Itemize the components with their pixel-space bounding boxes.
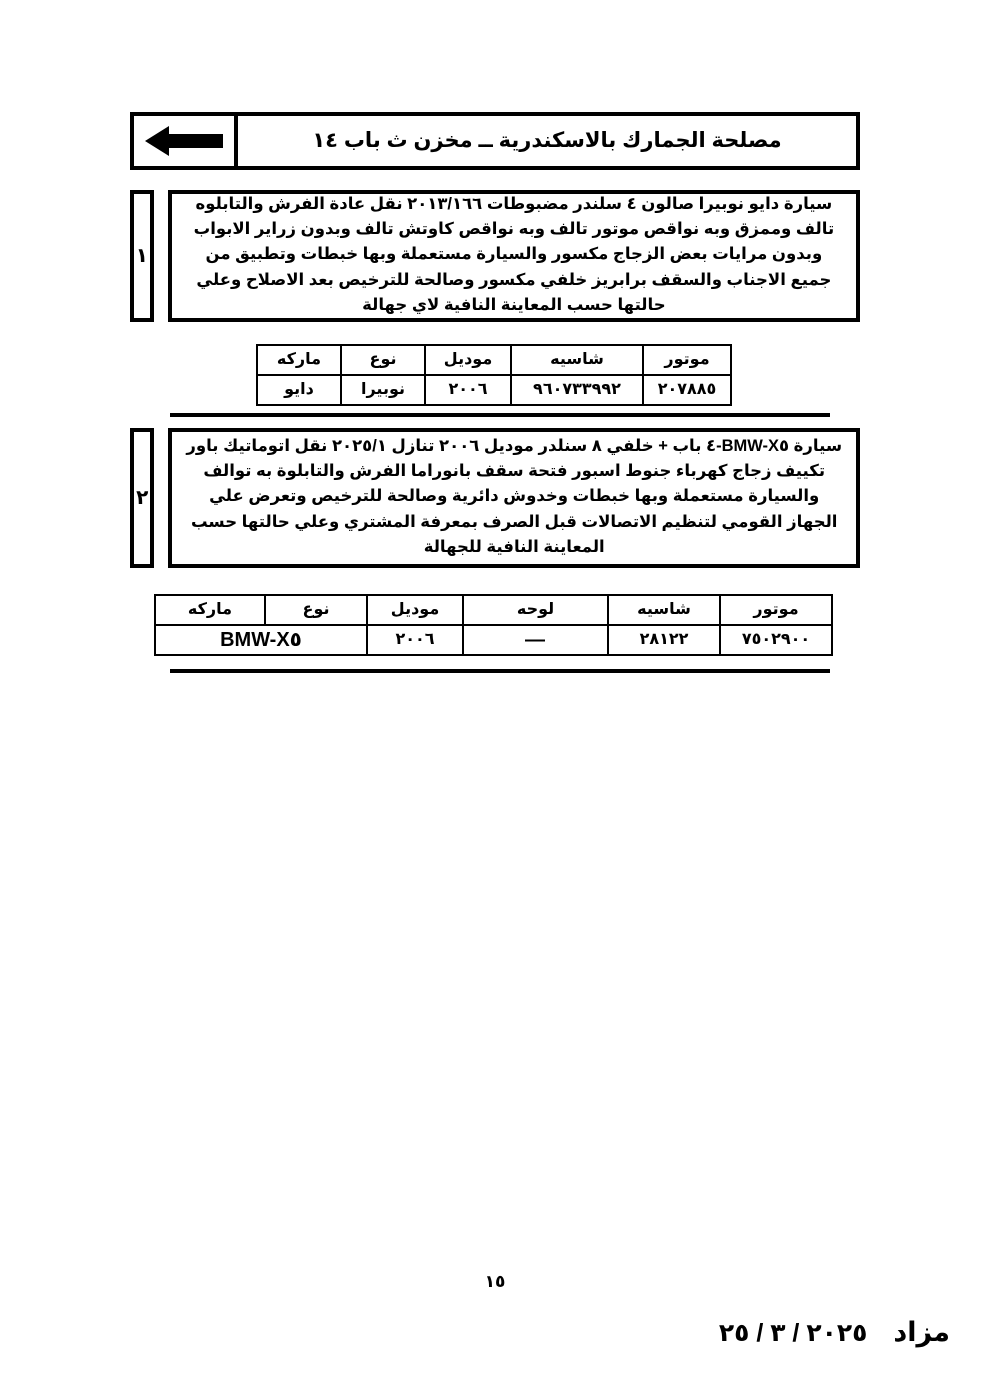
cell-brand: دايو: [257, 375, 341, 405]
auction-label: مزاد: [893, 1317, 950, 1347]
column-header-motor: موتور: [720, 595, 832, 625]
lot-description-2: سيارة BMW-X٥-٤ باب + خلفي ٨ سنلدر موديل ٢٠٠٦ تنازل ٢٠٢٥/١ نقل اتوماتيك باور تكييف زجاج كهرباء جنوط اسبور فتحة سقف بانوراما الفرش والتابلوة به توالف والسيارة مستعملة وبها خبطات وخدوش دائرية وصالحة للترخيص وتعرض علي الجهاز القومي لتنظيم الاتصالات قبل الصرف بمعرفة المشتري وعلي حالتها حسب المعاينة النافية للجهالة: [186, 437, 843, 556]
cell-type: نوبيرا: [341, 375, 425, 405]
column-header-chassis: شاسيه: [608, 595, 720, 625]
document-header: [130, 112, 860, 170]
lot-number-2: ٢: [136, 487, 149, 509]
table-row: [155, 625, 832, 655]
header-title-box: [234, 112, 860, 170]
column-header-type: نوع: [265, 595, 367, 625]
column-header-plate: لوحه: [463, 595, 608, 625]
lot-number-box-2: [130, 428, 154, 568]
table-header-row: [257, 345, 731, 375]
column-header-model: موديل: [425, 345, 511, 375]
column-header-motor: موتور: [643, 345, 731, 375]
cell-model: ٢٠٠٦: [425, 375, 511, 405]
section-divider-2: [170, 669, 830, 673]
footer-auction: [719, 1317, 950, 1348]
table-row: [257, 375, 731, 405]
lot-number-box-1: [130, 190, 154, 322]
cell-motor: ٧٥٠٢٩٠٠: [720, 625, 832, 655]
spec-table-1: [256, 344, 732, 406]
column-header-brand: ماركه: [155, 595, 265, 625]
lot-number-1: ١: [135, 245, 148, 267]
lot-description-box-1: [168, 190, 860, 322]
spec-table-2: [154, 594, 833, 656]
column-header-model: موديل: [367, 595, 463, 625]
column-header-brand: ماركه: [257, 345, 341, 375]
cell-brand-type-merged: BMW-X٥: [155, 625, 367, 655]
cell-chassis: ٩٦٠٧٣٣٩٩٢: [511, 375, 643, 405]
column-header-chassis: شاسيه: [511, 345, 643, 375]
lot-description-1: سيارة دايو نوبيرا صالون ٤ سلندر مضبوطات ٢٠١٣/١٦٦ نقل عادة الفرش والتابلوه تالف وممزق وبه نواقص موتور تالف وبه نواقص كاوتش تالف وبدون زراير الابواب وبدون مرايات بعض الزجاج مكسور والسيارة مستعملة وبها خبطات وتطبيق من جميع الاجناب والسقف برابريز خلفي مكسور وصالحة للترخيص بعد الاصلاح وعلي حالتها حسب المعاينة النافية لاي جهالة: [193, 195, 835, 314]
cell-plate: —: [463, 625, 608, 655]
header-arrow-box: [130, 112, 234, 170]
page-title: مصلحة الجمارك بالاسكندرية ــ مخزن ث باب ١٤: [312, 128, 782, 152]
lot-description-box-2: [168, 428, 860, 568]
column-header-type: نوع: [341, 345, 425, 375]
cell-chassis: ٢٨١٢٢: [608, 625, 720, 655]
cell-model: ٢٠٠٦: [367, 625, 463, 655]
auction-date: ٢٠٢٥ / ٣ / ٢٥: [718, 1319, 868, 1347]
table-header-row: [155, 595, 832, 625]
arrow-left-icon: [145, 124, 223, 158]
page-number: ١٥: [484, 1272, 506, 1291]
cell-motor: ٢٠٧٨٨٥: [643, 375, 731, 405]
section-divider-1: [170, 413, 830, 417]
lot-block-1: [130, 190, 860, 322]
lot-block-2: [130, 428, 860, 568]
